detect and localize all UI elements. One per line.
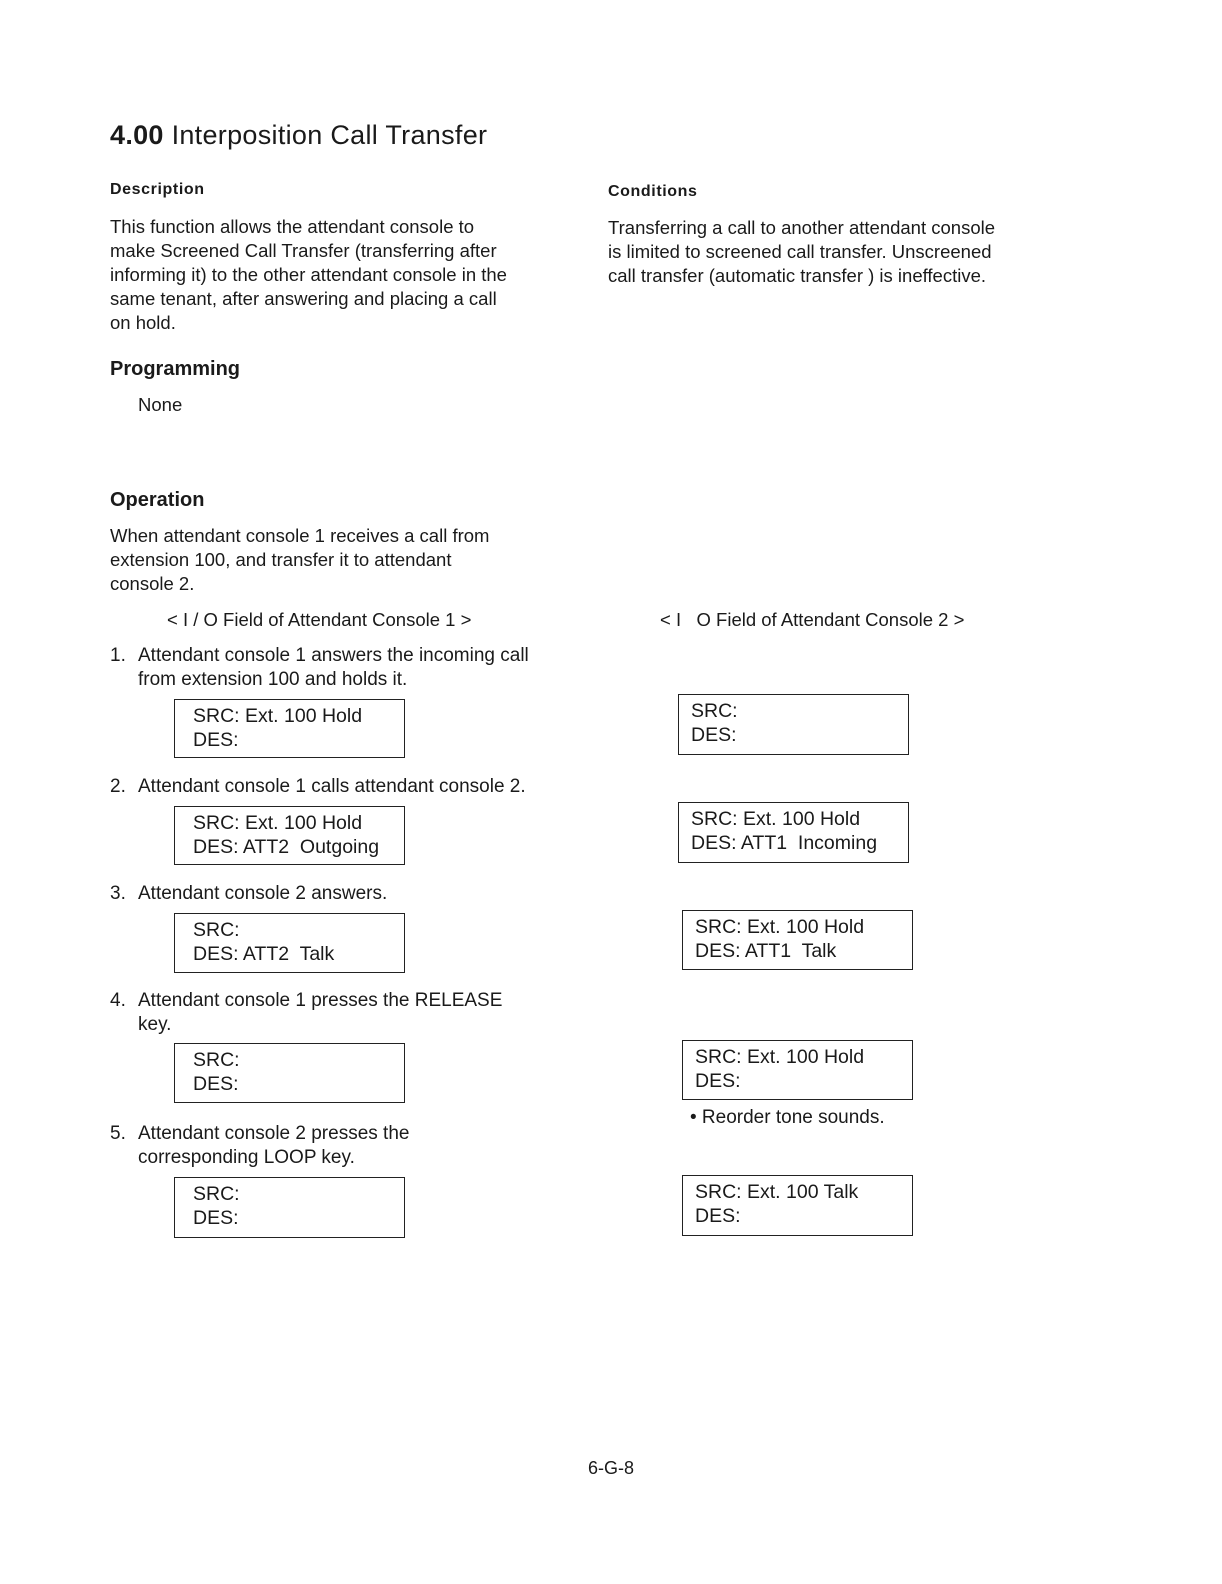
description-line: make Screened Call Transfer (transferring after: [110, 240, 497, 261]
console2-display-step-1: [678, 694, 909, 755]
src-line: SRC:: [691, 700, 738, 722]
description-line: informing it) to the other attendant console in the: [110, 264, 507, 285]
conditions-body: [608, 216, 1068, 288]
des-line: DES: ATT1 Incoming: [691, 832, 878, 854]
description-line: on hold.: [110, 312, 176, 333]
des-line: DES:: [193, 1207, 239, 1229]
operation-line: When attendant console 1 receives a call from: [110, 525, 490, 546]
console2-display-step-2: [678, 802, 909, 863]
step-text: Attendant console 1 calls attendant console 2.: [138, 776, 526, 797]
step-text: Attendant console 1 answers the incoming call from extension 100 and holds it.: [138, 645, 529, 690]
description-line: same tenant, after answering and placing a call: [110, 288, 497, 309]
description-body: [110, 215, 570, 335]
conditions-line: Transferring a call to another attendant console: [608, 217, 996, 238]
conditions-line: call transfer (automatic transfer ) is ineffective.: [608, 265, 987, 286]
des-line: DES: ATT2 Outgoing: [193, 836, 380, 858]
operation-line: console 2.: [110, 573, 195, 594]
console1-display-step-5: [174, 1177, 405, 1238]
src-line: SRC: Ext. 100 Hold: [193, 705, 363, 727]
section-title: [110, 120, 487, 151]
console2-display-step-5: [682, 1175, 913, 1236]
console2-column-label: < I O Field of Attendant Console 2 >: [660, 609, 965, 630]
des-line: DES:: [193, 729, 239, 751]
programming-heading: Programming: [110, 358, 241, 380]
description-line: This function allows the attendant console to: [110, 216, 475, 237]
src-line: SRC:: [193, 1049, 240, 1071]
operation-line: extension 100, and transfer it to attendant: [110, 549, 452, 570]
programming-value: None: [138, 394, 183, 415]
console1-column-label: < I / O Field of Attendant Console 1 >: [167, 609, 472, 630]
operation-heading: Operation: [110, 489, 205, 511]
conditions-heading: Conditions: [608, 183, 698, 200]
step-text: Attendant console 1 presses the RELEASE key.: [138, 990, 503, 1035]
des-line: DES:: [193, 1073, 239, 1095]
src-line: SRC:: [193, 919, 240, 941]
src-line: SRC: Ext. 100 Talk: [695, 1181, 859, 1203]
conditions-line: is limited to screened call transfer. Unscreened: [608, 241, 992, 262]
src-line: SRC: Ext. 100 Hold: [193, 812, 363, 834]
reorder-tone-note: • Reorder tone sounds.: [690, 1107, 885, 1128]
src-line: SRC: Ext. 100 Hold: [691, 808, 861, 830]
description-heading: Description: [110, 181, 205, 198]
page-number: 6-G-8: [587, 1458, 634, 1478]
console1-display-step-4: [174, 1043, 405, 1103]
src-line: SRC:: [193, 1183, 240, 1205]
console1-display-step-3: [174, 913, 405, 973]
src-line: SRC: Ext. 100 Hold: [695, 1046, 865, 1068]
step-text: Attendant console 2 presses the corresponding LOOP key.: [138, 1123, 410, 1168]
operation-body: [110, 524, 570, 596]
des-line: DES: ATT2 Talk: [193, 943, 335, 965]
step-number: 5.: [110, 1123, 126, 1144]
section-number: 4.00: [110, 120, 164, 150]
console1-display-step-1: [174, 699, 405, 758]
console1-display-step-2: [174, 806, 405, 865]
step-number: 2.: [110, 776, 126, 797]
step-number: 4.: [110, 990, 126, 1011]
des-line: DES:: [691, 724, 737, 746]
src-line: SRC: Ext. 100 Hold: [695, 916, 865, 938]
step-number: 1.: [110, 645, 126, 666]
step-text: Attendant console 2 answers.: [138, 883, 388, 904]
section-title-text: Interposition Call Transfer: [171, 120, 488, 150]
step-number: 3.: [110, 883, 126, 904]
des-line: DES: ATT1 Talk: [695, 940, 837, 962]
des-line: DES:: [695, 1070, 741, 1092]
des-line: DES:: [695, 1205, 741, 1227]
console2-display-step-4: [682, 1040, 913, 1100]
console2-display-step-3: [682, 910, 913, 970]
